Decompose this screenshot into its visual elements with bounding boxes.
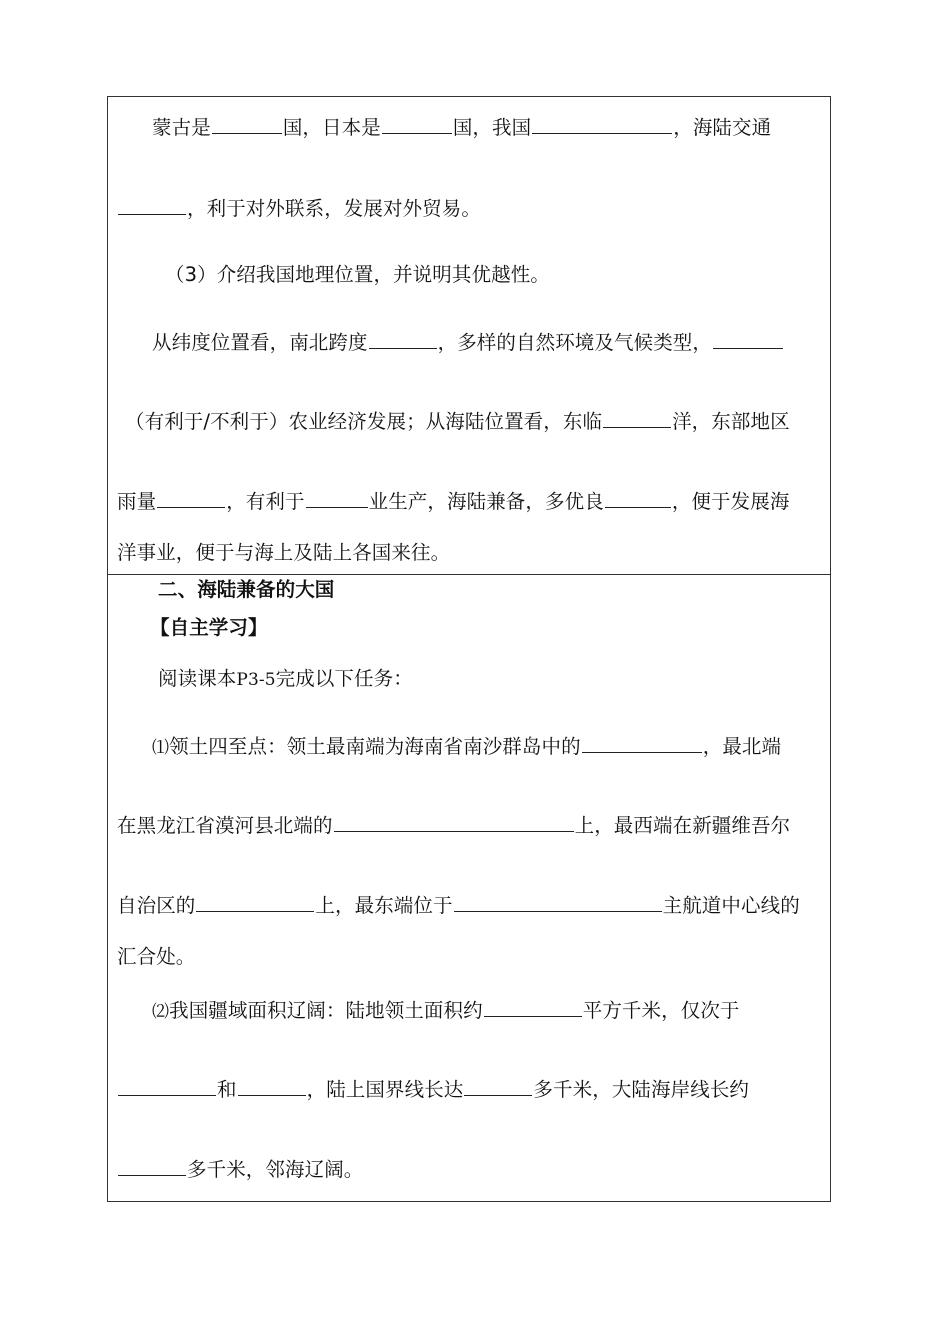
blank-field[interactable] [454, 892, 662, 912]
blank-field[interactable] [306, 488, 368, 508]
s1-line-2 [117, 195, 481, 223]
blank-field[interactable] [334, 812, 574, 832]
blank-field[interactable] [603, 408, 671, 428]
text: 国，我国 [452, 116, 532, 139]
text: 汇合处。 [117, 945, 196, 968]
text: （有利于/不利于）农业经济发展；从海陆位置看，东临 [125, 410, 603, 433]
blank-field[interactable] [118, 1076, 216, 1096]
q1-line-3 [117, 892, 800, 920]
section-subtitle [150, 614, 268, 642]
s1-line-3 [165, 261, 550, 289]
text: 主航道中心线的 [662, 894, 800, 917]
q1-line-2 [117, 812, 790, 840]
text: 完成以下任务： [275, 667, 413, 690]
s1-line-7 [117, 539, 450, 567]
text: 我国疆域面积辽阔：陆地领土面积约 [169, 999, 483, 1022]
text: 上，最西端在新疆维吾尔 [574, 814, 791, 837]
text: 和 [217, 1078, 237, 1101]
s1-line-4 [152, 329, 784, 357]
s1-line-1 [152, 114, 771, 142]
blank-field[interactable] [157, 488, 225, 508]
blank-field[interactable] [118, 1156, 186, 1176]
text: ，海陆交通 [673, 116, 772, 139]
text: 多千米，邻海辽阔。 [187, 1158, 364, 1181]
text: 自治区的 [117, 894, 196, 917]
text: 业生产，海陆兼备，多优良 [368, 490, 604, 513]
q1-line-1 [152, 733, 781, 762]
text: 国，日本是 [282, 116, 381, 139]
s1-line-5 [125, 408, 790, 436]
text: 阅读课本 [158, 667, 237, 690]
blank-field[interactable] [238, 1076, 306, 1096]
text: 雨量 [117, 490, 157, 513]
blank-field[interactable] [196, 892, 314, 912]
text: 上，最东端位于 [315, 894, 453, 917]
section-subtitle-text: 【自主学习】 [150, 616, 268, 639]
text: ，便于发展海 [671, 490, 790, 513]
q2-line-2 [117, 1076, 749, 1104]
text: ，利于对外联系，发展对外贸易。 [187, 197, 482, 220]
blank-field[interactable] [464, 1076, 532, 1096]
s1-line-6 [117, 488, 789, 516]
text: 多千米，大陆海岸线长约 [533, 1078, 750, 1101]
blank-field[interactable] [713, 329, 783, 349]
blank-field[interactable] [484, 997, 582, 1017]
blank-field[interactable] [369, 329, 437, 349]
intro-line [158, 665, 413, 694]
blank-field[interactable] [532, 114, 672, 134]
q2-line-1 [152, 997, 740, 1026]
q2-line-3 [117, 1156, 363, 1184]
page-ref: P3-5 [236, 670, 276, 690]
blank-field[interactable] [382, 114, 452, 134]
text: ，最北端 [702, 735, 782, 758]
question-number: ⑴ [152, 738, 170, 758]
blank-field[interactable] [212, 114, 282, 134]
text: 从纬度位置看，南北跨度 [152, 331, 368, 354]
q1-line-4 [117, 943, 195, 971]
text: ，多样的自然环境及气候类型， [437, 331, 713, 354]
section-title [158, 576, 334, 604]
text: 平方千米，仅次于 [582, 999, 740, 1022]
text: 在黑龙江省漠河县北端的 [117, 814, 333, 837]
text: 洋事业，便于与海上及陆上各国来往。 [117, 541, 451, 564]
text: （3）介绍我国地理位置，并说明其优越性。 [165, 263, 550, 286]
text: ，陆上国界线长达 [306, 1078, 464, 1101]
text: 蒙古是 [152, 116, 211, 139]
section-title-text: 二、海陆兼备的大国 [158, 578, 335, 601]
blank-field[interactable] [582, 733, 702, 753]
blank-field[interactable] [118, 195, 186, 215]
text: ，有利于 [226, 490, 305, 513]
blank-field[interactable] [605, 488, 671, 508]
question-number: ⑵ [152, 1002, 170, 1022]
section-divider [107, 574, 831, 575]
text: 洋，东部地区 [672, 410, 790, 433]
text: 领土四至点：领土最南端为海南省南沙群岛中的 [169, 735, 581, 758]
